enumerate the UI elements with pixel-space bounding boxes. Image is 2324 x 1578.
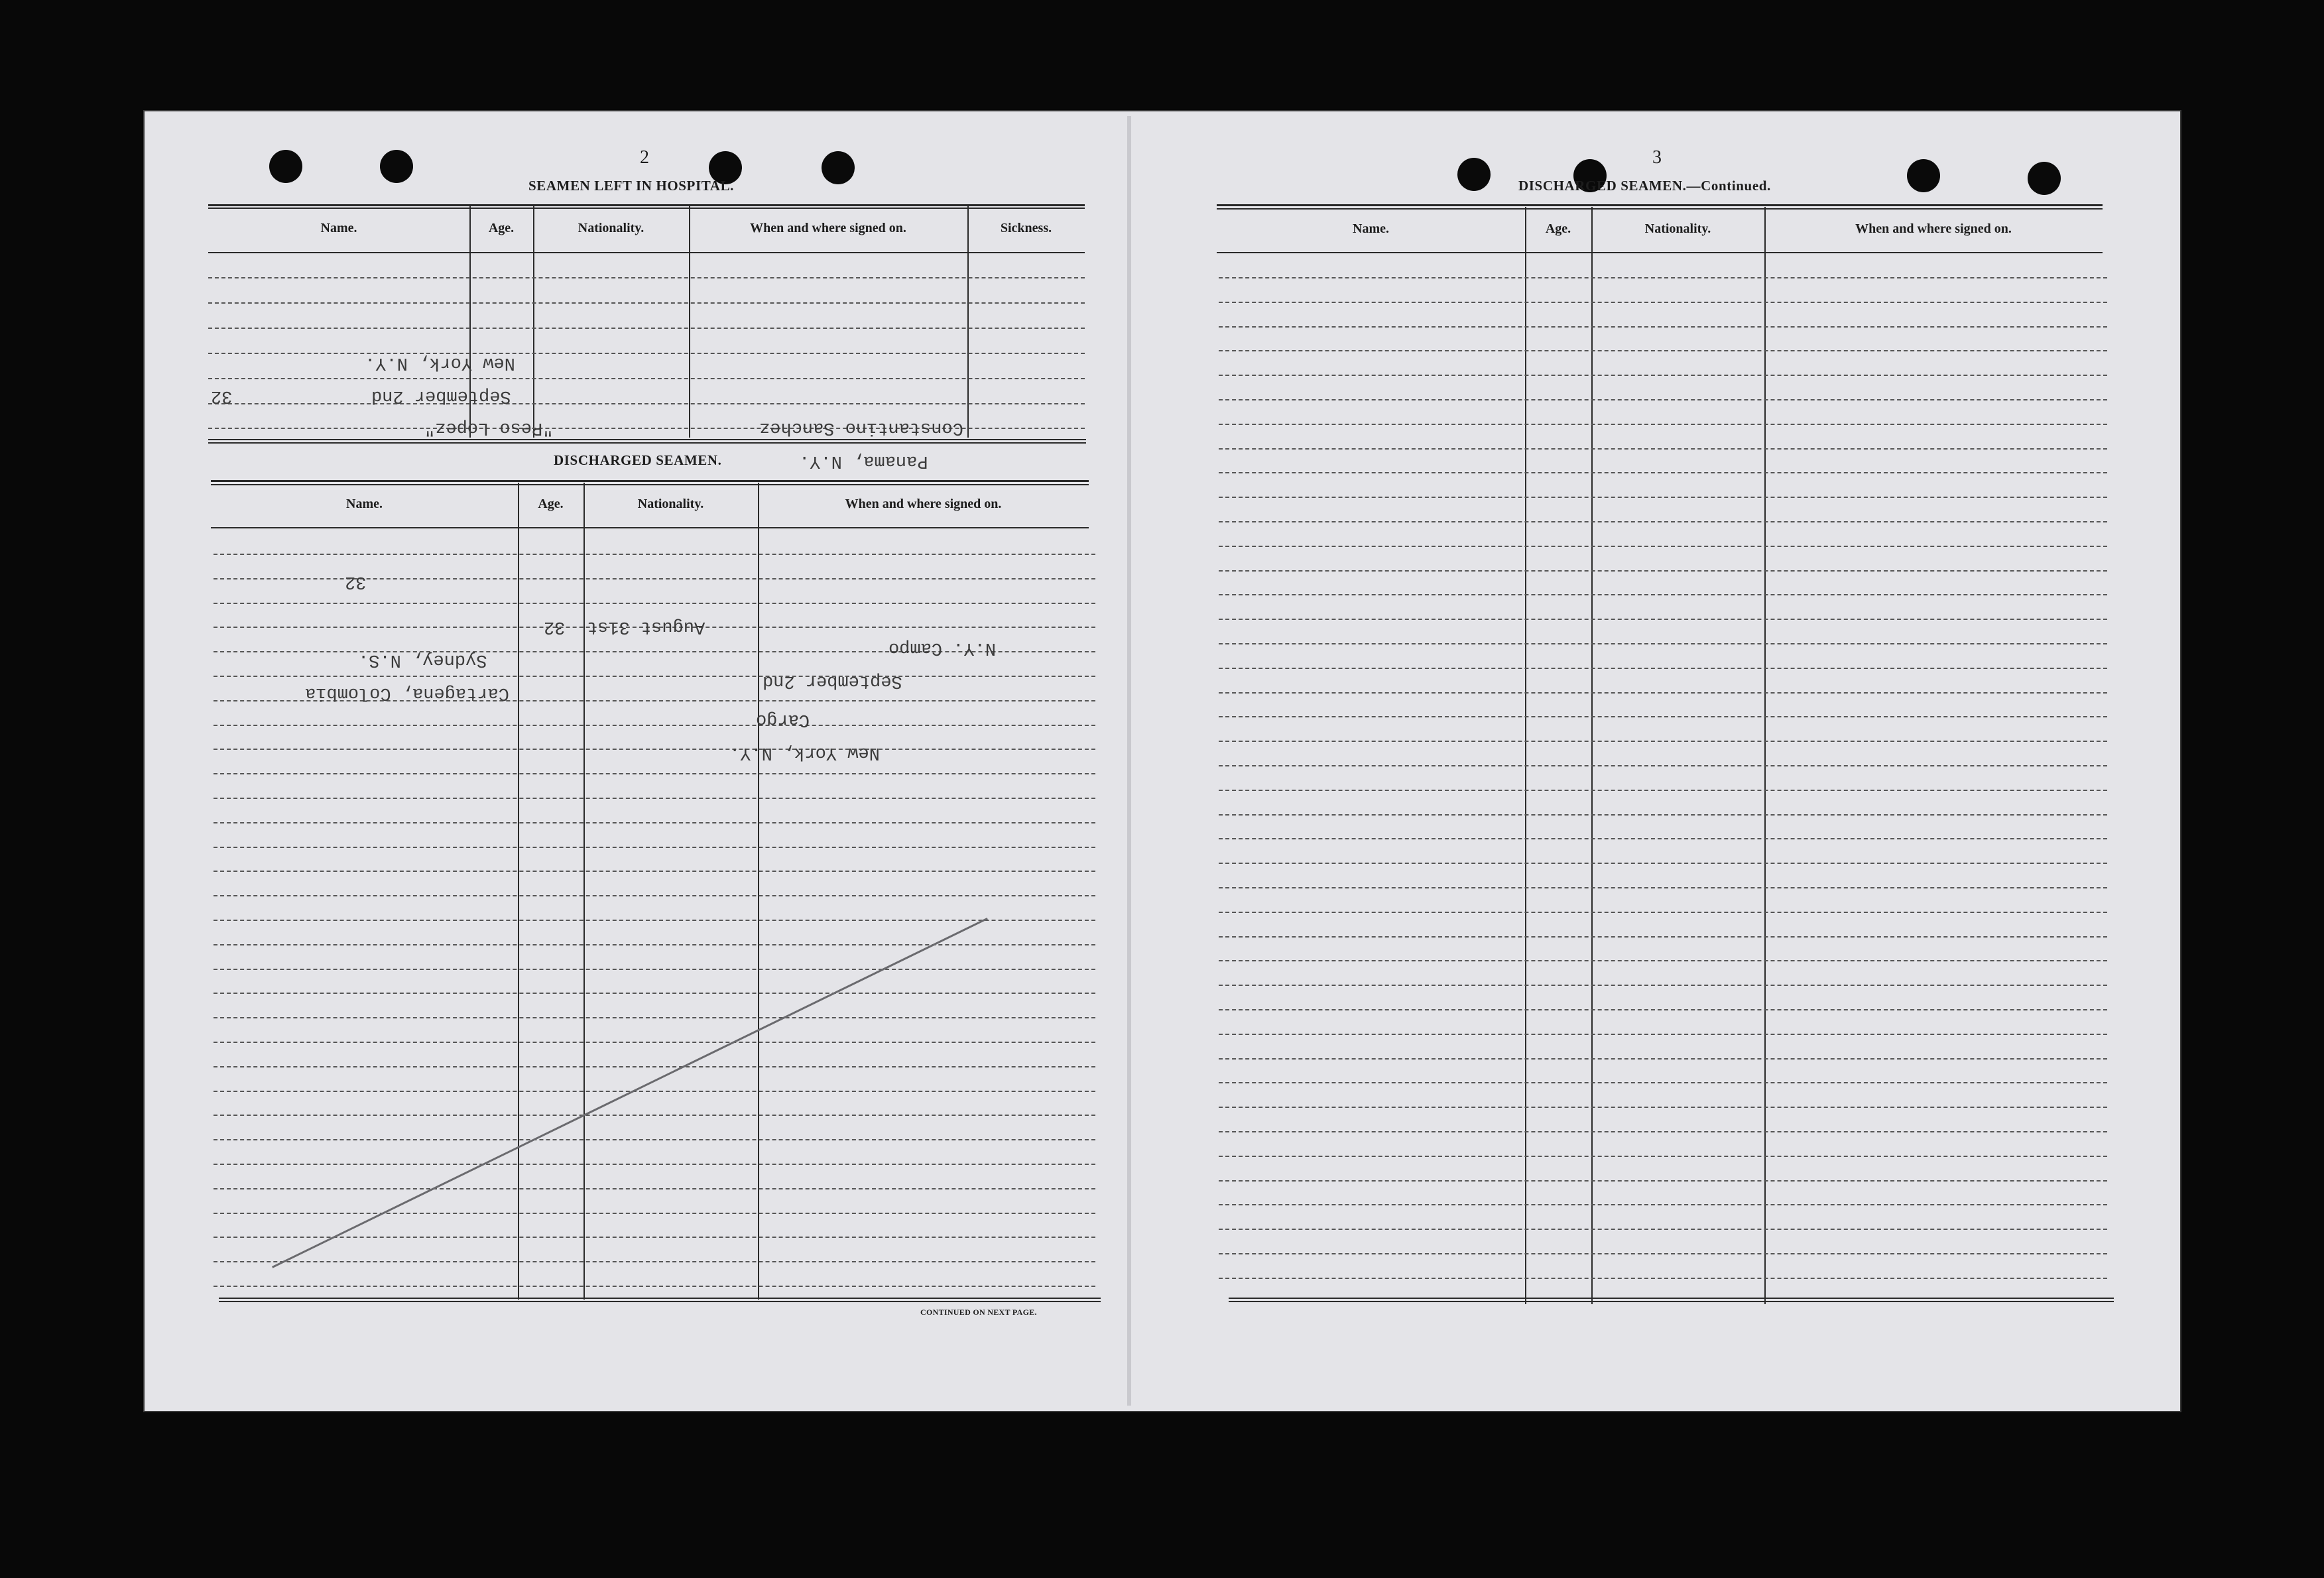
table-row-line — [1219, 472, 2107, 473]
table-row-line — [1219, 497, 2107, 498]
table-row-line — [1219, 399, 2107, 400]
discharged-col-divider — [583, 483, 585, 1300]
table-row-line — [1219, 424, 2107, 425]
table-row-line — [1219, 448, 2107, 450]
table-row-line — [1219, 1229, 2107, 1230]
discharged-col-name: Name. — [346, 497, 383, 511]
right-col-divider — [1764, 207, 1766, 1304]
table-row-line — [214, 871, 1095, 872]
table-row-line — [1219, 570, 2107, 572]
table-row-line — [214, 920, 1095, 921]
table-row-line — [1219, 277, 2107, 278]
table-row-line — [1219, 1009, 2107, 1010]
bleed-text: August 31st — [587, 617, 705, 637]
right-col-nationality: Nationality. — [1644, 221, 1711, 236]
hospital-col-nationality: Nationality. — [578, 221, 644, 235]
bleed-text: Cargo — [756, 709, 810, 729]
page-fold — [1127, 116, 1131, 1406]
right-bottom-rule-2 — [1229, 1301, 2114, 1302]
discharged-col-divider — [758, 483, 759, 1300]
discharged-top-rule-2 — [208, 442, 1086, 444]
right-col-divider — [1591, 207, 1593, 1304]
bleed-text: "Peso Lopez" — [424, 418, 554, 438]
table-row-line — [214, 1188, 1095, 1189]
bleed-text: Panama, N.Y. — [799, 451, 928, 471]
table-row-line — [1219, 619, 2107, 620]
discharged-bottom-rule — [219, 1298, 1101, 1299]
table-row-line — [214, 725, 1095, 726]
table-row-line — [214, 1139, 1095, 1140]
table-row-line — [1219, 668, 2107, 669]
bleed-text: Constantino Sanchez — [759, 418, 963, 438]
table-row-line — [214, 1237, 1095, 1238]
table-row-line — [214, 993, 1095, 994]
punch-hole — [1457, 158, 1491, 191]
table-row-line — [214, 603, 1095, 604]
bleed-text: N.Y. Campo — [888, 638, 997, 658]
document-sheet — [145, 111, 2180, 1411]
table-row-line — [214, 1286, 1095, 1287]
table-row-line — [1219, 1034, 2107, 1035]
table-row-line — [1219, 1253, 2107, 1254]
page-number-right: 3 — [1652, 147, 1662, 168]
table-row-line — [1219, 302, 2107, 303]
discharged-bottom-rule-2 — [219, 1301, 1101, 1302]
table-row-line — [1219, 1156, 2107, 1157]
hospital-col-age: Age. — [488, 221, 515, 235]
hospital-row-line — [208, 277, 1085, 278]
discharged-continued-title: DISCHARGED SEAMEN.—Continued. — [1518, 178, 1771, 194]
discharged-col-age: Age. — [538, 497, 564, 511]
discharged-table-top-rule-2 — [211, 484, 1089, 485]
table-row-line — [1219, 790, 2107, 791]
table-row-line — [214, 1091, 1095, 1092]
right-header-rule — [1217, 252, 2103, 253]
hospital-row-line — [208, 403, 1085, 404]
punch-hole — [2028, 162, 2061, 195]
right-col-divider — [1525, 207, 1526, 1304]
discharged-col-divider — [518, 483, 519, 1300]
table-row-line — [1219, 1204, 2107, 1205]
table-row-line — [1219, 594, 2107, 595]
table-row-line — [1219, 960, 2107, 961]
table-row-line — [1219, 1180, 2107, 1182]
bleed-text: New York, N.Y. — [365, 353, 515, 373]
table-row-line — [214, 1066, 1095, 1067]
table-row-line — [1219, 546, 2107, 547]
discharged-col-nationality: Nationality. — [637, 497, 704, 511]
continued-note: CONTINUED ON NEXT PAGE. — [920, 1307, 1037, 1317]
hospital-col-sickness: Sickness. — [1000, 221, 1052, 235]
table-row-line — [214, 773, 1095, 774]
discharged-top-rule — [208, 439, 1086, 440]
table-row-line — [1219, 350, 2107, 351]
punch-hole — [1907, 159, 1940, 192]
table-row-line — [1219, 741, 2107, 742]
table-row-line — [1219, 1082, 2107, 1083]
table-row-line — [1219, 814, 2107, 816]
bleed-text: 32 — [544, 617, 566, 637]
hospital-header-rule — [208, 252, 1085, 253]
table-row-line — [214, 969, 1095, 970]
table-row-line — [1219, 326, 2107, 328]
discharged-header-rule — [211, 527, 1089, 528]
table-row-line — [1219, 765, 2107, 766]
discharged-section-title: DISCHARGED SEAMEN. — [554, 452, 722, 468]
hospital-col-signed-on: When and where signed on. — [750, 221, 906, 235]
table-row-line — [214, 1017, 1095, 1018]
table-row-line — [214, 944, 1095, 945]
table-row-line — [214, 847, 1095, 848]
table-row-line — [214, 1261, 1095, 1262]
table-row-line — [214, 822, 1095, 823]
hospital-table-top-rule — [208, 204, 1085, 206]
table-row-line — [1219, 375, 2107, 376]
hospital-col-name: Name. — [320, 221, 357, 235]
bleed-text: September 2nd — [371, 386, 511, 406]
hospital-row-line — [208, 302, 1085, 304]
right-col-age: Age. — [1545, 221, 1571, 236]
table-row-line — [214, 798, 1095, 799]
hospital-row-line — [208, 328, 1085, 329]
table-row-line — [214, 554, 1095, 555]
right-table-top-rule — [1217, 204, 2103, 206]
bleed-text: 32 — [211, 386, 233, 406]
table-row-line — [214, 676, 1095, 677]
table-row-line — [1219, 838, 2107, 839]
bleed-text: September 2nd — [763, 671, 902, 691]
hospital-row-line — [208, 353, 1085, 354]
table-row-line — [1219, 1278, 2107, 1279]
table-row-line — [1219, 912, 2107, 913]
table-row-line — [214, 895, 1095, 896]
table-row-line — [1219, 643, 2107, 644]
discharged-col-signed-on: When and where signed on. — [845, 497, 1002, 511]
table-row-line — [1219, 521, 2107, 522]
right-table-top-rule-2 — [1217, 208, 2103, 210]
table-row-line — [1219, 1131, 2107, 1132]
table-row-line — [1219, 692, 2107, 694]
right-col-name: Name. — [1353, 221, 1389, 236]
table-row-line — [214, 1042, 1095, 1043]
table-row-line — [1219, 863, 2107, 864]
table-row-line — [1219, 716, 2107, 717]
table-row-line — [214, 749, 1095, 750]
punch-hole — [269, 150, 302, 183]
hospital-table-top-rule-2 — [208, 208, 1085, 209]
right-bottom-rule — [1229, 1298, 2114, 1299]
table-row-line — [1219, 1058, 2107, 1060]
table-row-line — [1219, 985, 2107, 986]
table-row-line — [1219, 936, 2107, 938]
page-number-left: 2 — [640, 147, 649, 168]
bleed-text: 32 — [345, 572, 367, 591]
bleed-text: Sydney, N.S. — [358, 650, 487, 670]
hospital-section-title: SEAMEN LEFT IN HOSPITAL. — [528, 178, 735, 194]
table-row-line — [214, 1115, 1095, 1116]
punch-hole — [822, 151, 855, 184]
right-col-signed-on: When and where signed on. — [1855, 221, 2012, 236]
table-row-line — [1219, 887, 2107, 888]
table-row-line — [1219, 1107, 2107, 1108]
bleed-text: Cartagena, Colombia — [305, 683, 509, 703]
punch-hole — [380, 150, 413, 183]
discharged-table-top-rule — [211, 480, 1089, 482]
bleed-text: New York, N.Y. — [729, 743, 880, 762]
table-row-line — [214, 1164, 1095, 1165]
hospital-row-line — [208, 378, 1085, 379]
table-row-line — [214, 1213, 1095, 1214]
